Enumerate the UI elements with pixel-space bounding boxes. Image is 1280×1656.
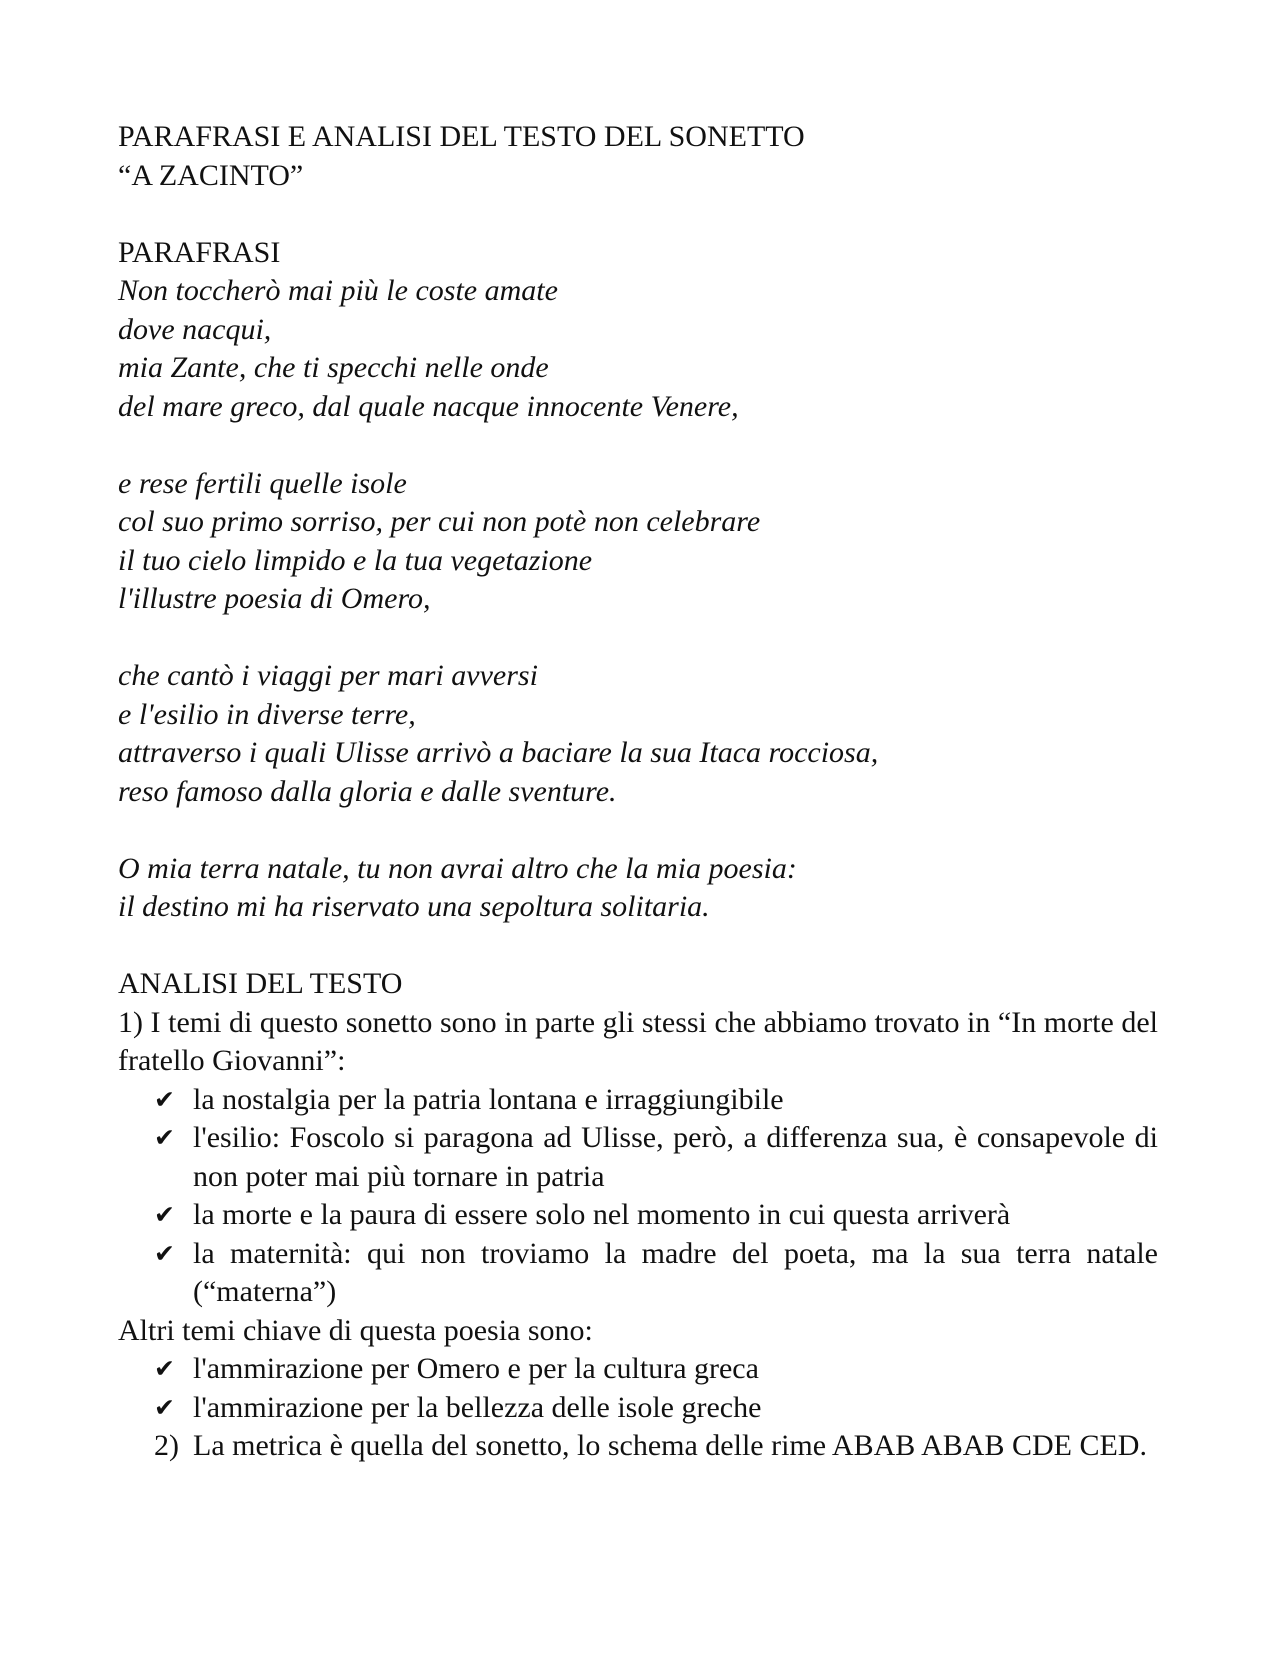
checkmark-icon: ✔ xyxy=(154,1084,175,1114)
verse-line: del mare greco, dal quale nacque innocente Venere, xyxy=(118,389,739,423)
verse-line: O mia terra natale, tu non avrai altro che la mia poesia: xyxy=(118,851,797,885)
verse-line: il destino mi ha riservato una sepoltura solitaria. xyxy=(118,890,710,923)
document-title-line-1: PARAFRASI E ANALISI DEL TESTO DEL SONETTO xyxy=(118,120,805,153)
checkmark-icon: ✔ xyxy=(154,1392,175,1422)
verse-line: il tuo cielo limpido e la tua vegetazione xyxy=(118,543,593,577)
theme-text: l'ammirazione per la bellezza delle isole greche xyxy=(193,1390,762,1424)
verse-line: reso famoso dalla gloria e dalle sventure. xyxy=(118,774,617,808)
verse-line: col suo primo sorriso, per cui non potè non celebrare xyxy=(118,505,761,538)
checkmark-icon: ✔ xyxy=(154,1123,175,1152)
verse-line: attraverso i quali Ulisse arrivò a baciare la sua Itaca rocciosa, xyxy=(118,736,879,769)
verse-line: che cantò i viaggi per mari avversi xyxy=(118,659,538,692)
parafrasi-stanza-1 xyxy=(118,272,1158,426)
list-item xyxy=(118,1350,1158,1389)
themes-list xyxy=(118,1081,1158,1312)
analisi-point-1: 1) I temi di questo sonetto sono in parte gli stessi che abbiamo trovato in “In morte del fratello Giovanni”: xyxy=(118,1005,1158,1077)
other-themes-list xyxy=(118,1350,1158,1466)
list-item xyxy=(118,1389,1158,1428)
checkmark-icon: ✔ xyxy=(154,1238,175,1268)
analisi-point-2 xyxy=(118,1427,1158,1466)
verse-line: mia Zante, che ti specchi nelle onde xyxy=(118,351,549,384)
verse-line: dove nacqui, xyxy=(118,312,272,346)
theme-text: l'ammirazione per Omero e per la cultura greca xyxy=(193,1352,759,1385)
theme-text: la maternità: qui non troviamo la madre del poeta, ma la sua terra natale (“materna”) xyxy=(193,1236,1158,1308)
parafrasi-stanza-4 xyxy=(118,850,1158,927)
checkmark-icon: ✔ xyxy=(154,1200,175,1229)
document-page xyxy=(118,118,1158,1466)
theme-text: la nostalgia per la patria lontana e irraggiungibile xyxy=(193,1082,784,1116)
analisi-heading: ANALISI DEL TESTO xyxy=(118,967,403,1000)
list-item xyxy=(118,1119,1158,1196)
other-themes-intro: Altri temi chiave di questa poesia sono: xyxy=(118,1313,593,1347)
verse-line: l'illustre poesia di Omero, xyxy=(118,582,431,615)
list-item xyxy=(118,1196,1158,1235)
document-title-line-2: “A ZACINTO” xyxy=(118,158,304,192)
verse-line: e l'esilio in diverse terre, xyxy=(118,697,416,731)
parafrasi-stanza-3 xyxy=(118,657,1158,811)
verse-line: e rese fertili quelle isole xyxy=(118,466,407,500)
theme-text: l'esilio: Foscolo si paragona ad Ulisse, però, a differenza sua, è consapevole di non poter mai più tornare in patria xyxy=(193,1121,1158,1193)
point-number: 2) xyxy=(154,1429,179,1462)
point-2-text: La metrica è quella del sonetto, lo schema delle rime ABAB ABAB CDE CED. xyxy=(193,1429,1147,1462)
theme-text: la morte e la paura di essere solo nel momento in cui questa arriverà xyxy=(193,1198,1011,1231)
list-item xyxy=(118,1235,1158,1312)
parafrasi-heading: PARAFRASI xyxy=(118,235,281,269)
checkmark-icon: ✔ xyxy=(154,1354,175,1383)
verse-line: Non toccherò mai più le coste amate xyxy=(118,274,558,307)
list-item xyxy=(118,1081,1158,1120)
parafrasi-stanza-2 xyxy=(118,465,1158,619)
